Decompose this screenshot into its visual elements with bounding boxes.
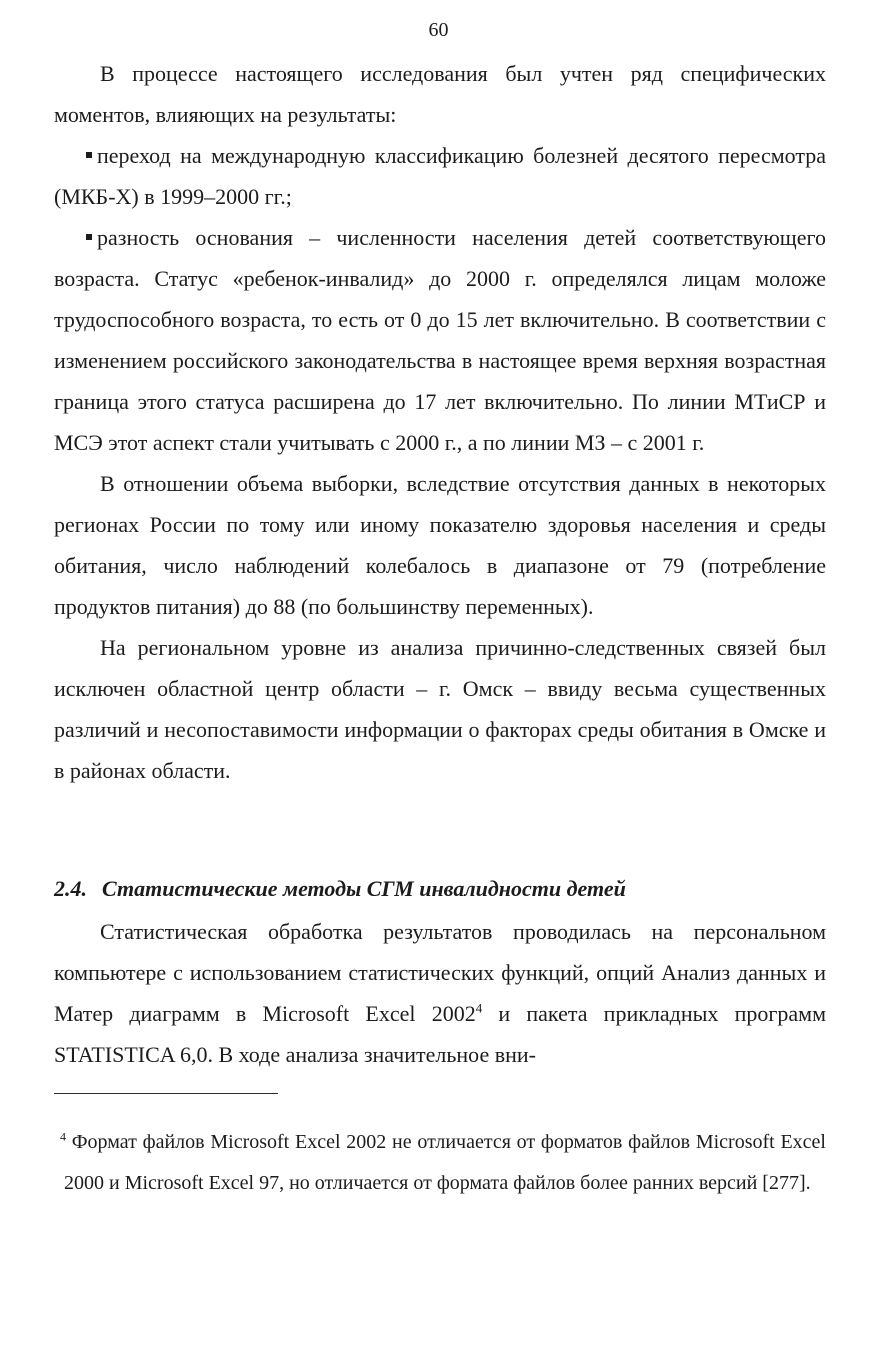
main-text (54, 53, 826, 791)
bullet-icon (86, 152, 92, 158)
section-heading (54, 874, 826, 904)
bullet-item-population (54, 217, 826, 463)
paragraph-intro: В процессе настоящего исследования был учтен ряд специфических моментов, влияющих на результаты: (54, 61, 826, 127)
footnote-divider (54, 1093, 278, 1094)
paragraph-statistics (54, 911, 826, 1075)
section-number: 2.4. (54, 876, 87, 901)
paragraph-sample-size: В отношении объема выборки, вследствие отсутствия данных в некоторых регионах России по тому или иному показателю здоровья населения и среды обитания, число наблюдений колебалось в диапазоне от 79 (потребление продуктов питания) до 88 (по большинству переменных). (54, 471, 826, 619)
bullet-icon (86, 234, 92, 240)
footnote-text: Формат файлов Microsoft Excel 2002 не отличается от форматов файлов Microsoft Excel 2000 и Microsoft Excel 97, но отличается от формата файлов более ранних версий [277]. (64, 1131, 826, 1194)
footnote-mark: 4 (60, 1129, 66, 1144)
bullet-text-icd: переход на международную классификацию болезней десятого пересмотра (МКБ-Х) в 1999–2000 гг.; (54, 143, 826, 209)
footnote (54, 1122, 826, 1204)
footnote-reference: 4 (475, 1000, 483, 1016)
section-body (54, 911, 826, 1075)
footnote-paragraph (54, 1122, 826, 1204)
paragraph-regional-level: На региональном уровне из анализа причинно-следственных связей был исключен областной центр области – г. Омск – ввиду весьма существенных различий и несопоставимости информации о факторах среды обитания в Омске и в районах области. (54, 635, 826, 783)
bullet-text-population: разность основания – численности населения детей соответствующего возраста. Статус «ребенок-инвалид» до 2000 г. определялся лицам моложе трудоспособного возраста, то есть от 0 до 15 лет включительно. В соответствии с изменением российского законодательства в настоящее время верхняя возрастная граница этого статуса расширена до 17 лет включительно. По линии МТиСР и МСЭ этот аспект стали учитывать с 2000 г., а по линии МЗ – с 2001 г. (54, 225, 826, 455)
page-number: 60 (428, 19, 449, 41)
statistics-text-start: Статистическая обработка результатов проводилась на персональном компьютере с использованием статистических функций, опций Анализ данных и Матер диаграмм в Microsoft Excel 2002 (54, 919, 826, 1026)
statistics-text-end: и пакета прикладных программ STATISTICA 6,0. В ходе анализа значительное вни- (54, 1001, 826, 1067)
bullet-item-icd (54, 135, 826, 217)
section-title: Статистические методы СГМ инвалидности детей (102, 876, 626, 901)
